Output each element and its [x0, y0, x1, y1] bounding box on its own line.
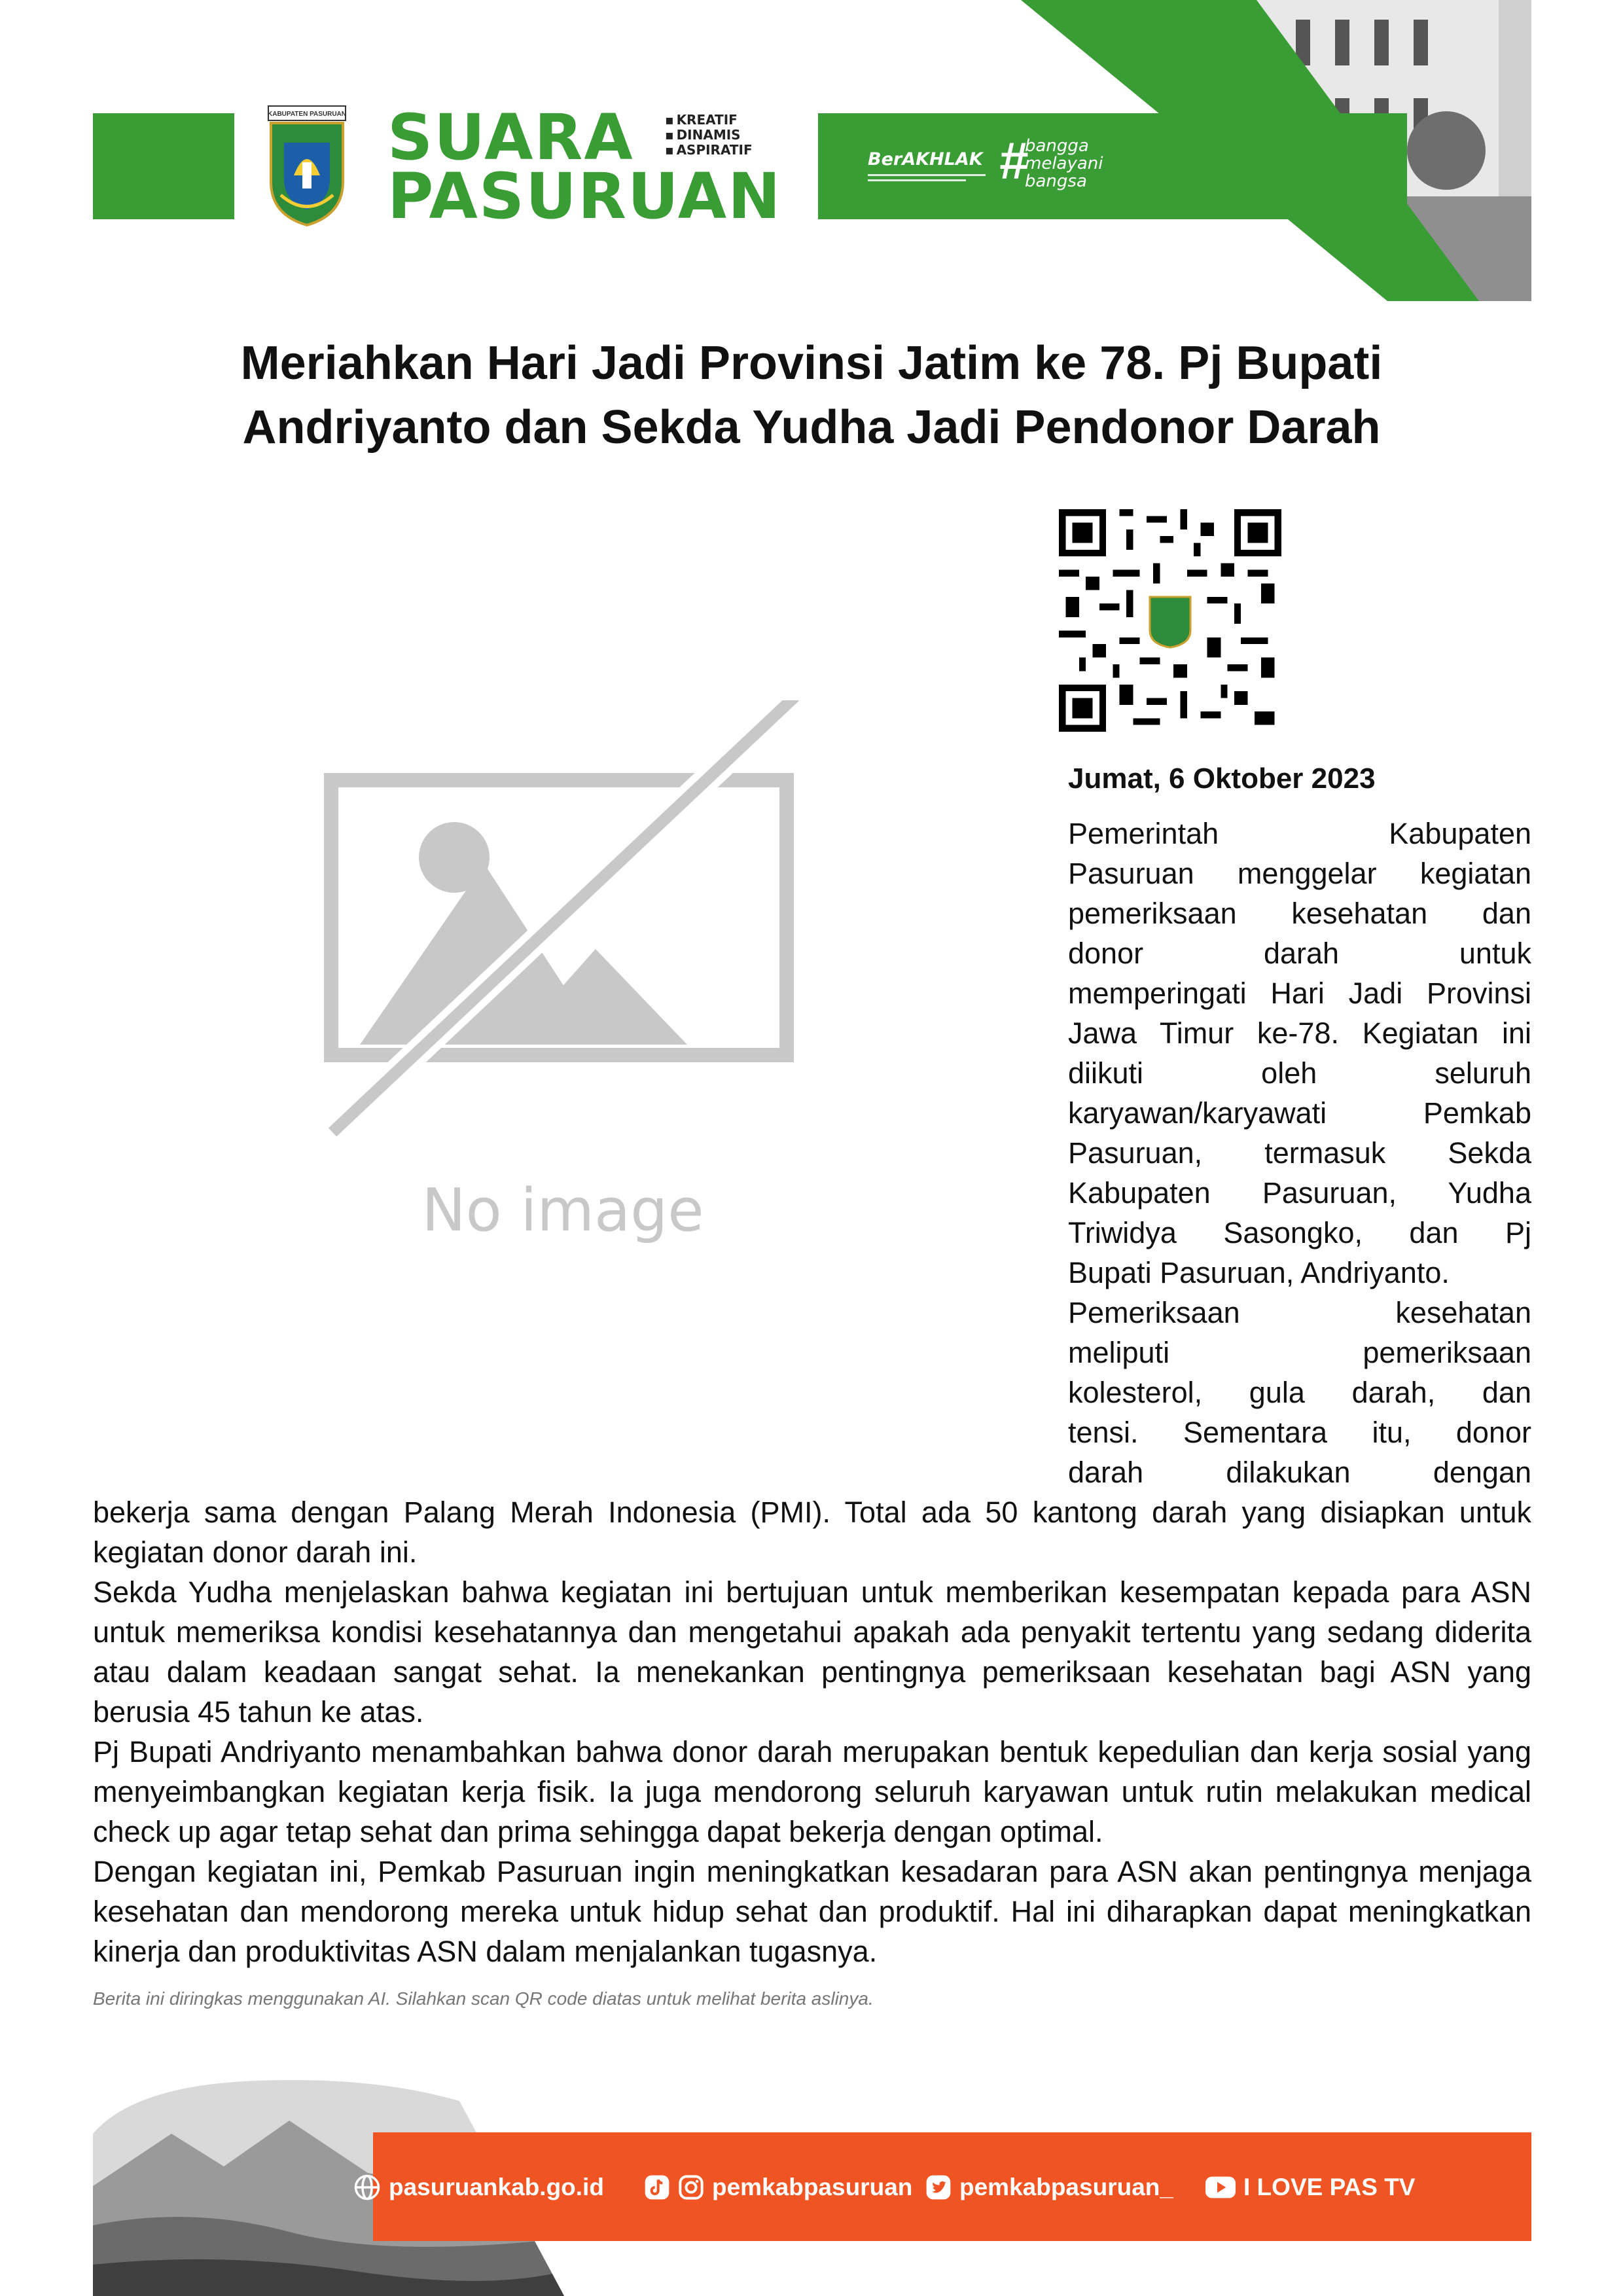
column-line: tensi. Sementara itu, donor: [1068, 1416, 1531, 1449]
column-line: darah dilakukan dengan: [1068, 1456, 1531, 1489]
tagline-item: ▪ DINAMIS: [665, 128, 753, 143]
header-green-block: [93, 113, 234, 219]
article-paragraph: bekerja sama dengan Palang Merah Indonesia (PMI). Total ada 50 kantong darah yang disiapkan untuk kegiatan donor darah ini.: [93, 1496, 1531, 1569]
tagline: [665, 113, 753, 158]
globe-icon: [353, 2174, 381, 2201]
bangga-line: bangga: [1025, 136, 1089, 156]
column-line: Pasuruan menggelar kegiatan: [1068, 857, 1531, 890]
column-line: Bupati Pasuruan, Andriyanto.: [1068, 1256, 1450, 1289]
no-image-placeholder: [321, 700, 818, 1263]
bangga-line: melayani: [1025, 154, 1103, 173]
berakhlak-logo: BerAKHLAK: [868, 149, 983, 170]
kabupaten-pasuruan-crest-icon: [264, 103, 349, 228]
twitter-icon: [925, 2174, 952, 2200]
column-line: pemeriksaan kesehatan dan: [1068, 897, 1531, 930]
column-line: kolesterol, gula darah, dan: [1068, 1376, 1531, 1409]
column-line: Triwidya Sasongko, dan Pj: [1068, 1216, 1531, 1249]
bangga-melayani-bangsa: [1025, 137, 1103, 190]
tiktok-icon: [644, 2174, 670, 2200]
column-line: meliputi pemeriksaan: [1068, 1336, 1531, 1369]
berakhlak-sub-lines: [868, 173, 999, 186]
footer-twitter[interactable]: [925, 2174, 1173, 2201]
column-line: memperingati Hari Jadi Provinsi: [1068, 977, 1531, 1010]
ai-summary-note: Berita ini diringkas menggunakan AI. Silahkan scan QR code diatas untuk melihat berita aslinya.: [93, 1988, 874, 2009]
twitter-handle: pemkabpasuruan_: [959, 2174, 1173, 2200]
footer-social[interactable]: [644, 2174, 912, 2201]
column-line: Pasuruan, termasuk Sekda: [1068, 1136, 1531, 1170]
youtube-label: I LOVE PAS TV: [1243, 2174, 1416, 2200]
footer-website[interactable]: [353, 2174, 604, 2201]
column-line: Pemeriksaan kesehatan: [1068, 1296, 1531, 1329]
brand-name-line1: SUARA: [387, 101, 634, 174]
brand-name-line2: PASURUAN: [387, 160, 782, 233]
column-line: karyawan/karyawati Pemkab: [1068, 1096, 1531, 1130]
article-date: Jumat, 6 Oktober 2023: [1068, 762, 1376, 795]
hashtag-icon: #: [999, 132, 1028, 190]
column-line: Kabupaten Pasuruan, Yudha: [1068, 1176, 1531, 1210]
footer-youtube[interactable]: [1205, 2174, 1415, 2201]
bangga-line: bangsa: [1025, 171, 1087, 191]
column-line: Jawa Timur ke-78. Kegiatan ini: [1068, 1016, 1531, 1050]
article-title: Meriahkan Hari Jadi Provinsi Jatim ke 78. Pj Bupati Andriyanto dan Sekda Yudha Jadi Pendonor Darah: [240, 337, 1383, 454]
article-paragraph: Pj Bupati Andriyanto menambahkan bahwa donor darah merupakan bentuk kepedulian dan kerja sosial yang menyeimbangkan kegiatan kerja fisik. Ia juga mendorong seluruh karyawan untuk rutin melakukan medical check up agar tetap sehat dan prima sehingga dapat bekerja dengan optimal.: [93, 1735, 1531, 1848]
no-image-label: No image: [421, 1176, 704, 1245]
column-line: Pemerintah Kabupaten: [1068, 817, 1531, 850]
qr-code[interactable]: [1059, 509, 1281, 732]
article-paragraph: Sekda Yudha menjelaskan bahwa kegiatan ini bertujuan untuk memberikan kesempatan kepada para ASN untuk memeriksa kondisi kesehatannya dan mengetahui apakah ada penyakit tertentu yang sedang diderita atau dalam keadaan sangat sehat. Ia menekankan pentingnya pemeriksaan kesehatan bagi ASN yang berusia 45 tahun ke atas.: [93, 1575, 1531, 1729]
tagline-item: ▪ KREATIF: [665, 113, 753, 128]
column-line: diikuti oleh seluruh: [1068, 1056, 1531, 1090]
column-line: donor darah untuk: [1068, 937, 1531, 970]
instagram-icon: [678, 2174, 704, 2200]
website-label: pasuruankab.go.id: [389, 2174, 604, 2200]
tagline-item: ▪ ASPIRATIF: [665, 143, 753, 158]
youtube-icon: [1205, 2176, 1236, 2199]
article-paragraph: Dengan kegiatan ini, Pemkab Pasuruan ingin meningkatkan kesadaran para ASN akan pentingnya menjaga kesehatan dan mendorong mereka untuk hidup sehat dan produktif. Hal ini diharapkan dapat meningkatkan kinerja dan produktivitas ASN dalam menjalankan tugasnya.: [93, 1855, 1531, 1968]
svg-text:KABUPATEN PASURUAN: KABUPATEN PASURUAN: [268, 111, 346, 118]
social-handle: pemkabpasuruan: [712, 2174, 913, 2200]
